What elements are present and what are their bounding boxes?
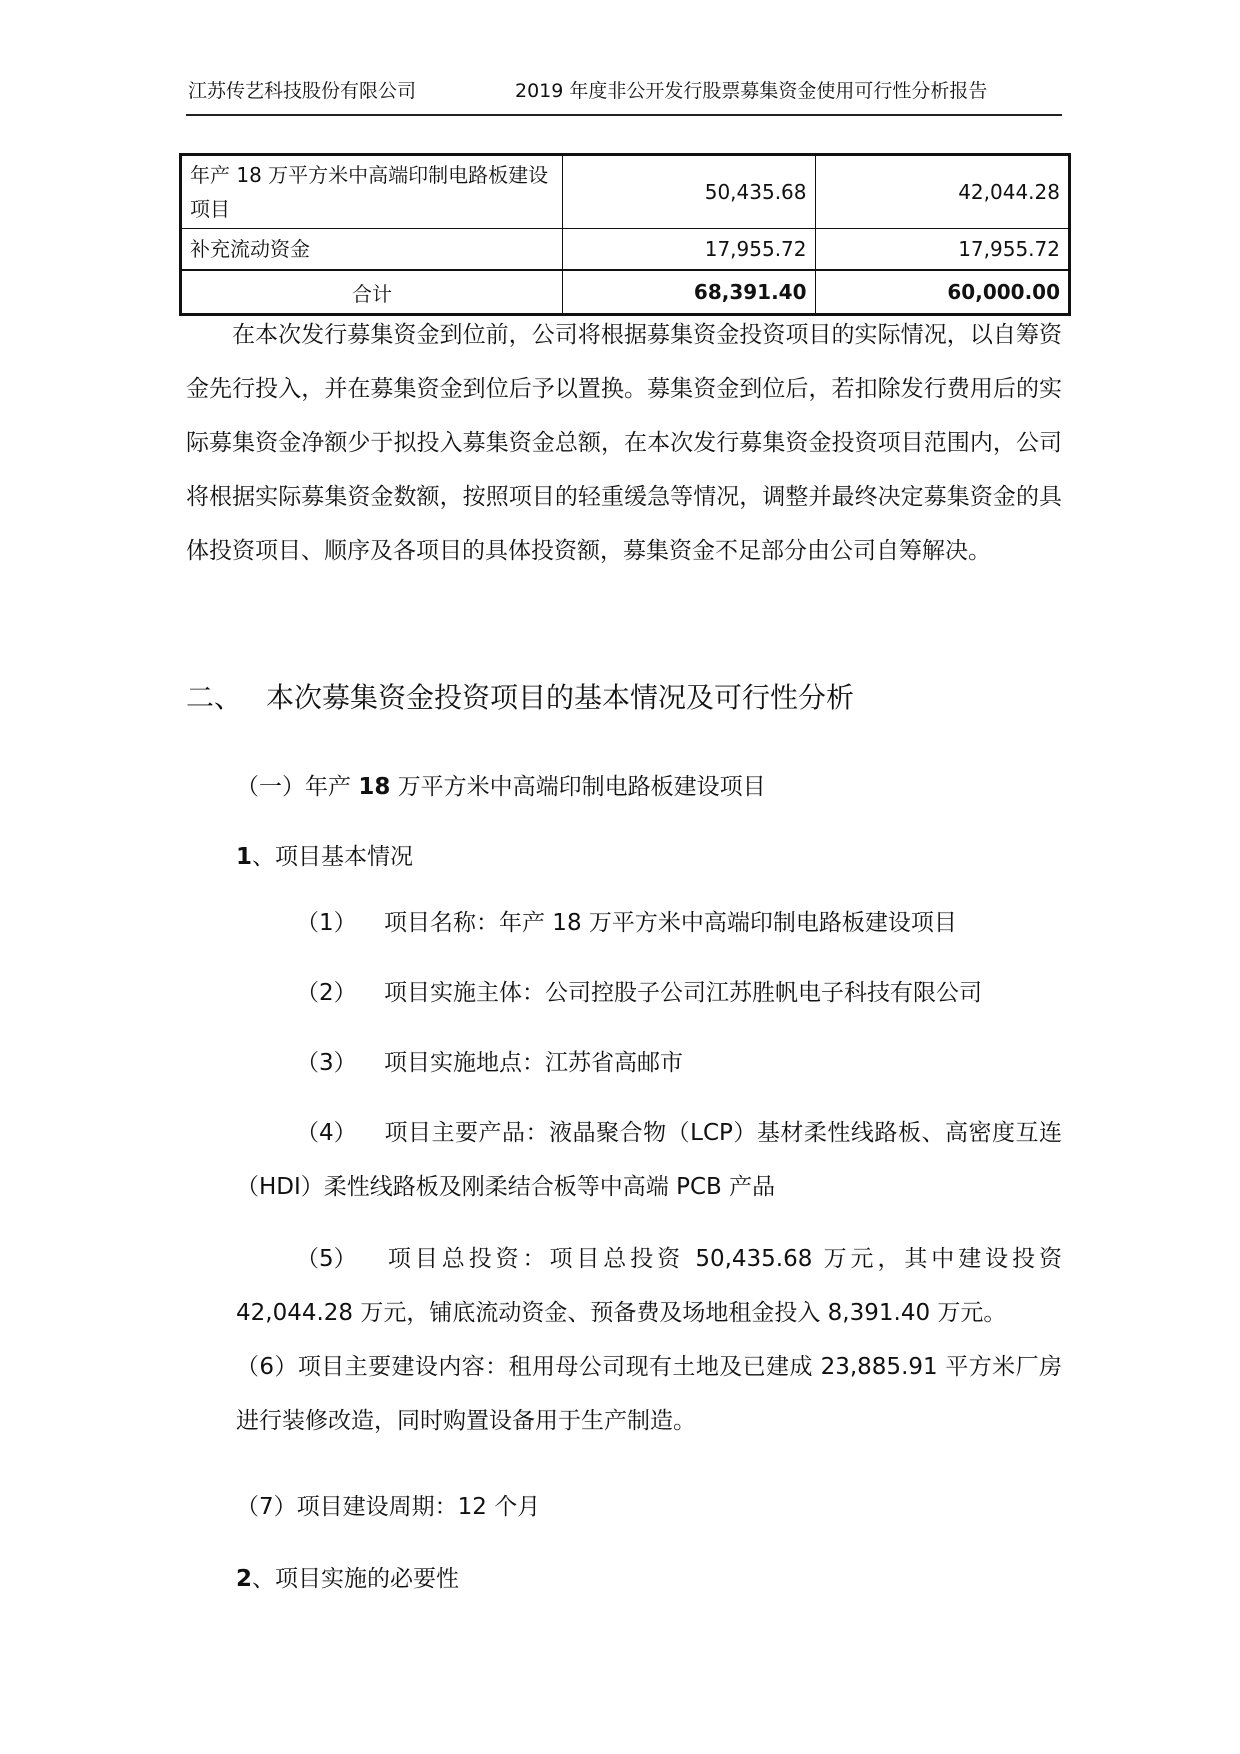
item-text: 项目总投资：项目总投资 50,435.68 万元，其中建设投资 42,044.28 万元，铺底流动资金、预备费及场地租金投入 8,391.40 万元。 [236,1246,1062,1326]
item-index: （5） [296,1246,357,1272]
subsection-1-heading [236,768,766,801]
header-divider [186,114,1062,116]
header-report-title: 2019 年度非公开发行股票募集资金使用可行性分析报告 [515,80,988,102]
fund-allocation-table [179,153,1071,316]
item-text: 项目名称：年产 18 万平方米中高端印制电路板建设项目 [384,910,957,936]
total-investment-cell: 17,955.72 [563,229,816,271]
raised-funds-cell: 42,044.28 [815,155,1069,229]
subsection-prefix: （一）年产 [236,774,351,800]
section-number: 二、 [186,681,243,714]
total-investment-cell: 50,435.68 [563,155,816,229]
raised-funds-sum-cell: 60,000.00 [815,270,1069,315]
item-index: （2） [296,980,357,1006]
heading-text: 、项目实施的必要性 [252,1566,460,1592]
item-index: （1） [296,910,357,936]
list-item [236,966,1062,1020]
table-row [181,229,1070,271]
item-index: （3） [296,1050,357,1076]
table-row [181,155,1070,229]
header-company: 江苏传艺科技股份有限公司 [188,80,417,102]
list-item: （6）项目主要建设内容：租用母公司现有土地及已建成 23,885.91 平方米厂房进行装修改造，同时购置设备用于生产制造。 [236,1354,1062,1434]
total-label-cell: 合计 [181,270,563,315]
project-name-cell: 补充流动资金 [181,229,563,271]
list-item [236,1036,1062,1090]
item-index: （4） [296,1120,357,1146]
raised-funds-cell: 17,955.72 [815,229,1069,271]
list-item: （7）项目建设周期：12 个月 [236,1494,541,1520]
project-name-cell: 年产 18 万平方米中高端印制电路板建设项目 [181,155,563,229]
heading-number: 1 [236,844,253,870]
subsection-number: 18 [358,774,391,800]
heading-necessity [236,1560,459,1593]
heading-number: 2 [236,1566,253,1592]
subsection-suffix: 万平方米中高端印制电路板建设项目 [397,774,766,800]
item-text: 项目主要产品：液晶聚合物（LCP）基材柔性线路板、高密度互连（HDI）柔性线路板及刚柔结合板等中高端 PCB 产品 [236,1120,1062,1200]
list-item [236,1232,1062,1340]
intro-paragraph: 在本次发行募集资金到位前，公司将根据募集资金投资项目的实际情况，以自筹资金先行投入，并在募集资金到位后予以置换。募集资金到位后，若扣除发行费用后的实际募集资金净额少于拟投入募集资金总额，在本次发行募集资金投资项目范围内，公司将根据实际募集资金数额，按照项目的轻重缓急等情况，调整并最终决定募集资金的具体投资项目、顺序及各项目的具体投资额，募集资金不足部分由公司自筹解决。 [186,322,1062,564]
heading-text: 、项目基本情况 [252,844,414,870]
heading-project-basics [236,838,413,871]
list-item [236,896,1062,950]
list-item [236,1106,1062,1214]
total-investment-sum-cell: 68,391.40 [563,270,816,315]
item-text: 项目实施地点：江苏省高邮市 [384,1050,683,1076]
section-title-text: 本次募集资金投资项目的基本情况及可行性分析 [266,681,855,714]
section-2-heading [186,676,854,716]
item-text: 项目实施主体：公司控股子公司江苏胜帆电子科技有限公司 [384,980,982,1006]
